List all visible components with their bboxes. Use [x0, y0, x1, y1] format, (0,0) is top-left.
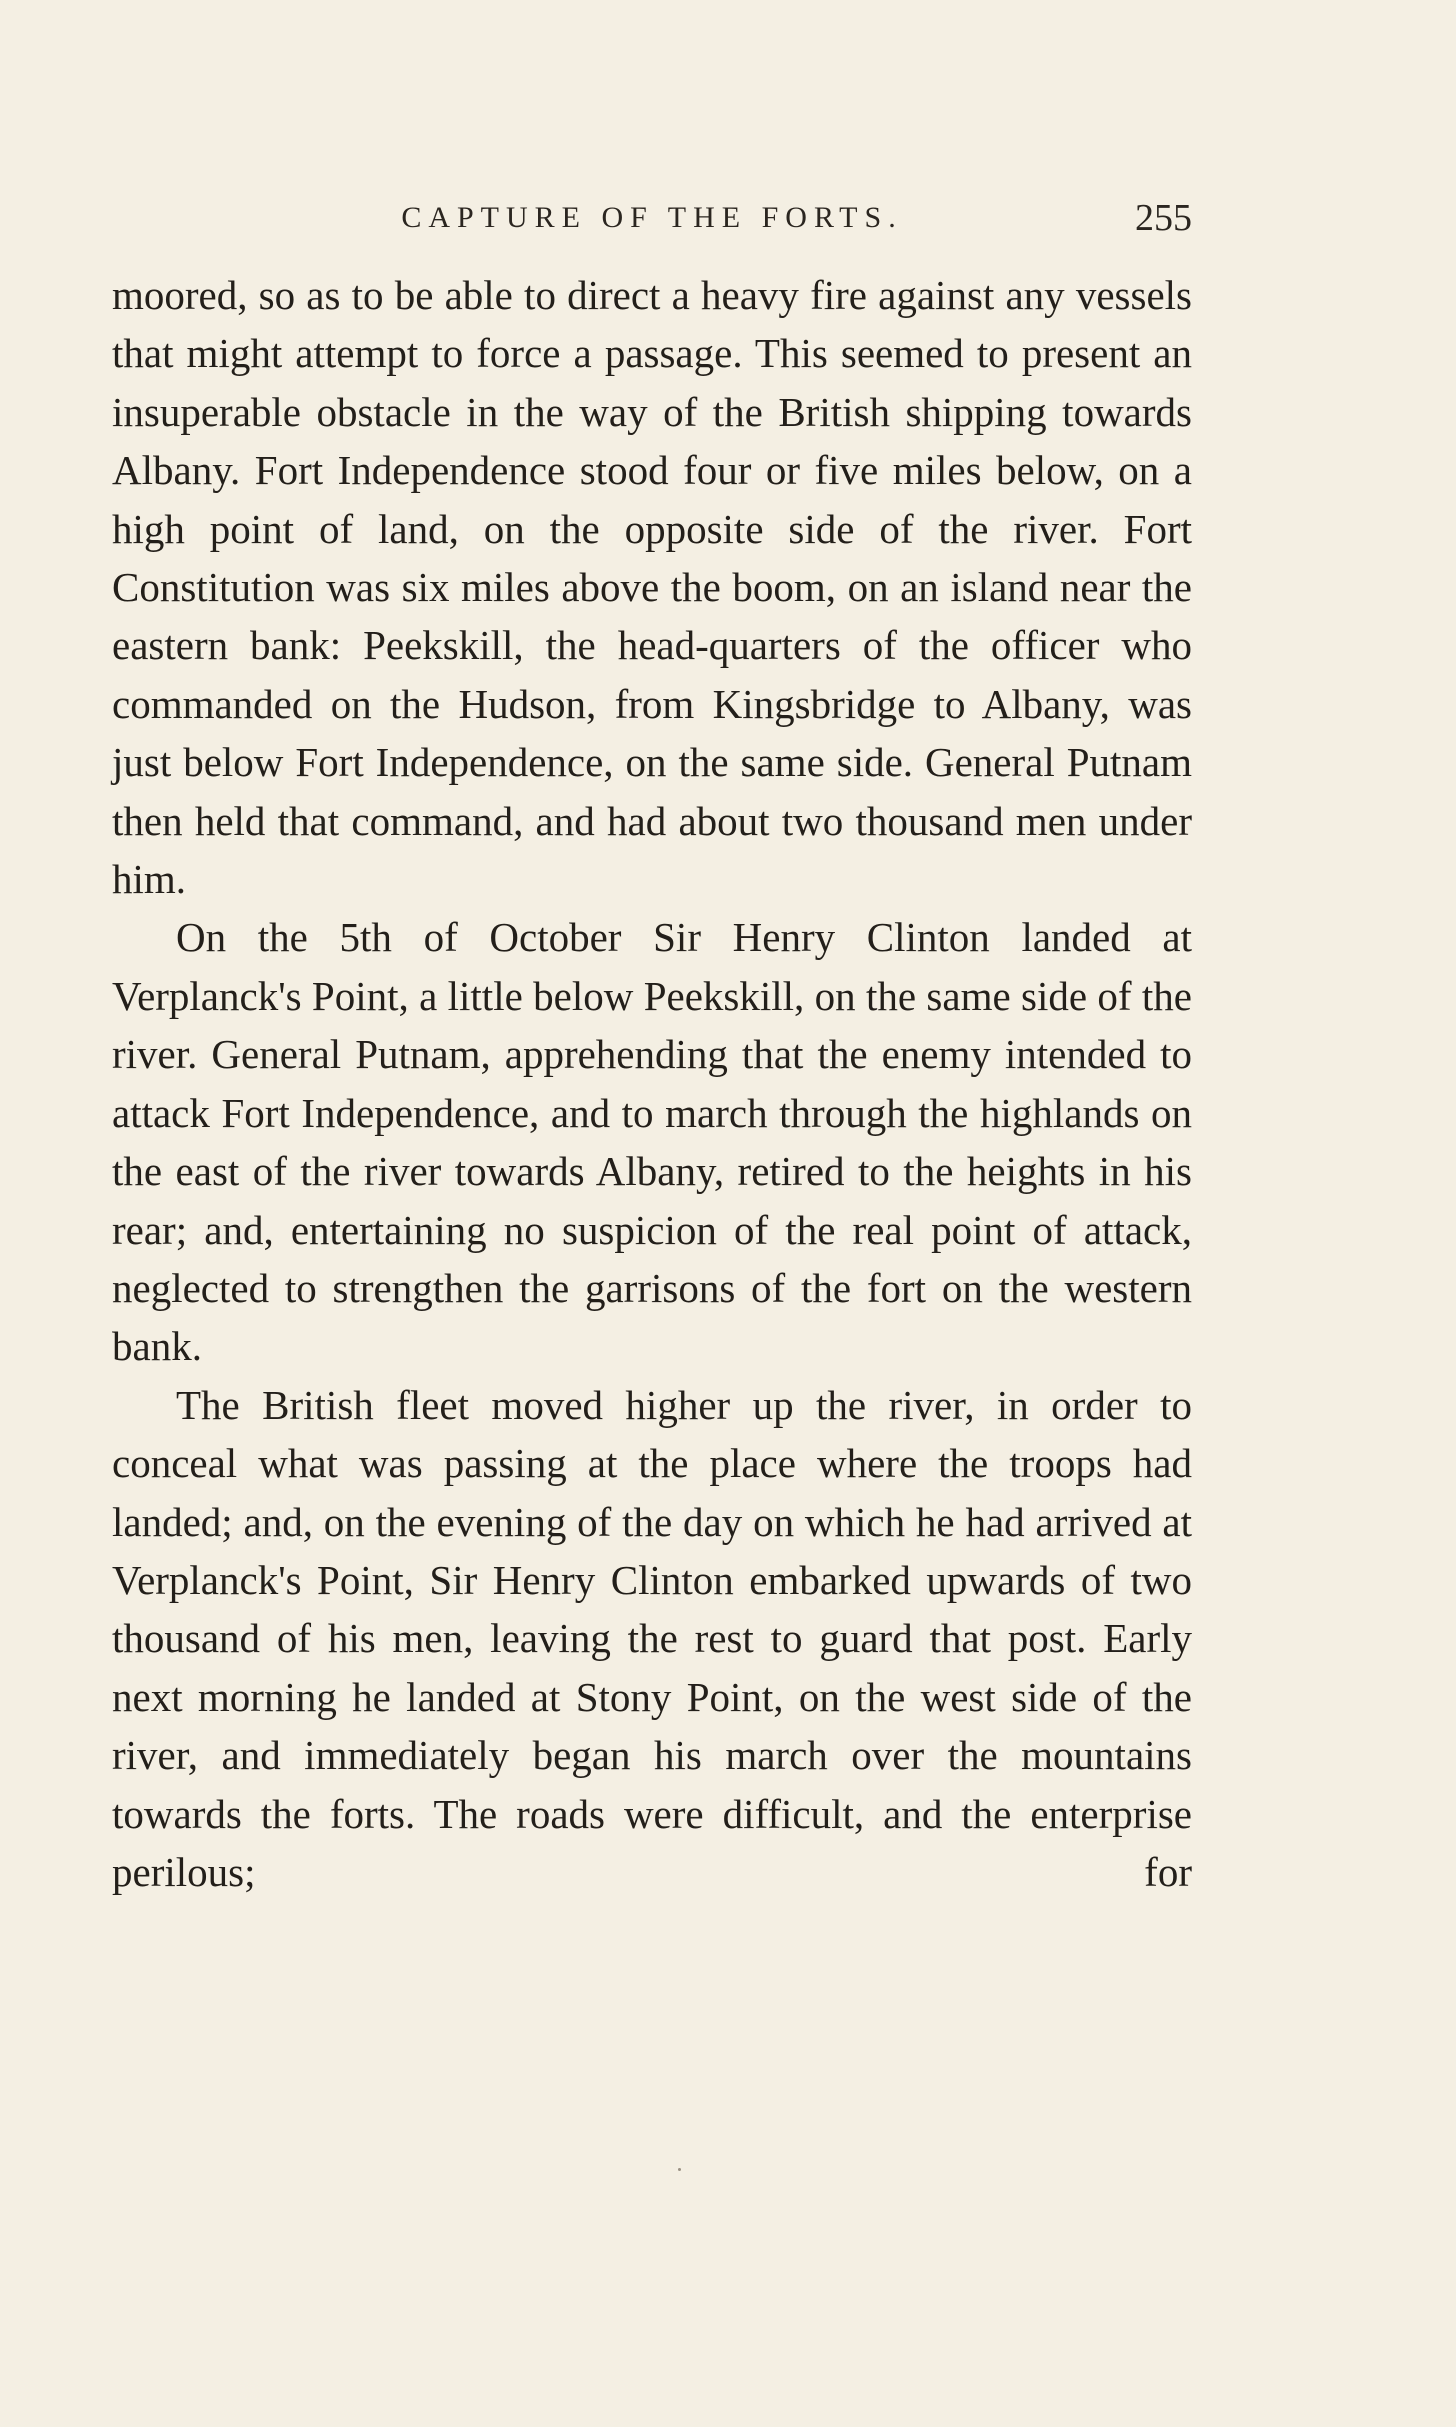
paragraph-1: moored, so as to be able to direct a heavy fire against any vessels that might attempt to force a passage. This seemed to present an insuperable obstacle in the way of the British shipping towards Albany. Fort Independence stood four or five miles below, on a high point of land, on the opposite side of the river. Fort Constitution was six miles above the boom, on an island near the eastern bank: Peekskill, the head-quarters of the officer who commanded on the Hudson, from Kingsbridge to Albany, was just below Fort Independence, on the same side. General Putnam then held that command, and had about two thousand men under him.	[112, 272, 1192, 903]
ink-speck	[678, 2168, 681, 2171]
body-text	[112, 266, 1192, 1901]
page-number: 255	[1135, 197, 1192, 239]
running-head	[112, 198, 1192, 248]
paragraph-2: On the 5th of October Sir Henry Clinton landed at Verplanck's Point, a little below Peekskill, on the same side of the river. General Putnam, apprehending that the enemy intended to attack Fort Independence, and to march through the highlands on the east of the river towards Albany, retired to the heights in his rear; and, entertaining no suspicion of the real point of attack, neglected to strengthen the garrisons of the fort on the western bank.	[112, 914, 1192, 1370]
paragraph-3: The British fleet moved higher up the river, in order to conceal what was passing at the place where the troops had landed; and, on the evening of the day on which he had arrived at Verplanck's Point, Sir Henry Clinton embarked upwards of two thousand of his men, leaving the rest to guard that post. Early next morning he landed at Stony Point, on the west side of the river, and immediately began his march over the mountains towards the forts. The roads were difficult, and the enterprise perilous; for	[112, 1381, 1192, 1895]
running-title: CAPTURE OF THE FORTS.	[401, 201, 903, 234]
